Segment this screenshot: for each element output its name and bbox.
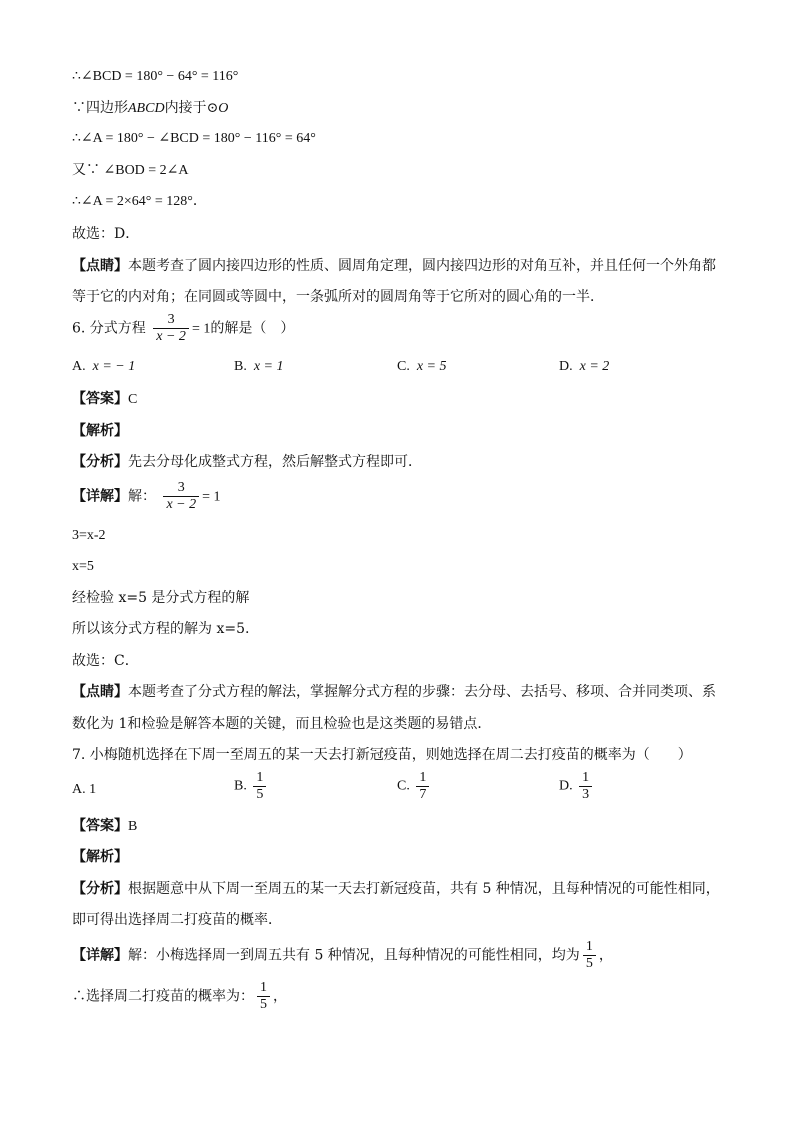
option-b: B. x = 1: [234, 359, 284, 374]
comment-line: 数化为 1和检验是解答本题的关键，而且检验也是这类题的易错点．: [72, 716, 492, 732]
analysis-heading: 【解析】: [72, 423, 128, 439]
detail-line: ∴选择周二打疫苗的概率为： $\frac{1}{5}$ ，: [72, 980, 287, 1012]
fraction: $\frac{3}{x - 2}$: [153, 312, 189, 345]
fraction: $\frac{1}{7}$: [416, 770, 429, 803]
option-c: C. $\frac{1}{7}$: [397, 770, 432, 803]
fraction: $\frac{1}{5}$: [257, 980, 270, 1013]
fraction: $\frac{3}{x - 2}$: [163, 480, 199, 513]
detail-line: 【详解】解： $\frac{3}{x - 2}$ = 1: [72, 480, 221, 512]
fraction: $\frac{1}{5}$: [583, 939, 596, 972]
solution-line: 故选：D．: [72, 226, 140, 242]
answer-line: 【答案】B: [72, 818, 138, 834]
option-d: D. $\frac{1}{3}$: [559, 770, 595, 803]
option-b: B. $\frac{1}{5}$: [234, 770, 269, 803]
step-line: 所以该分式方程的解为 x=5.: [72, 621, 250, 637]
step-line: 故选：C．: [72, 653, 139, 669]
option-a: A. 1: [72, 782, 97, 797]
option-a: A. x = − 1: [72, 359, 136, 374]
comment-tag: 【点睛】: [72, 684, 128, 700]
step-line: x=5: [72, 559, 94, 574]
fraction: $\frac{1}{3}$: [579, 770, 592, 803]
question-7-stem: 7. 小梅随机选择在下周一至周五的某一天去打新冠疫苗，则她选择在周二去打疫苗的概率为（ ）: [72, 747, 692, 763]
comment-line: 【点睛】本题考查了圆内接四边形的性质、圆周角定理，圆内接四边形的对角互补，并且任何一个外角都: [72, 258, 716, 274]
answer-tag: 【答案】: [72, 818, 128, 834]
analysis-heading: 【解析】: [72, 849, 128, 865]
step-line: 经检验 x=5 是分式方程的解: [72, 590, 250, 606]
analysis-line: 【分析】根据题意中从下周一至周五的某一天去打新冠疫苗，共有 5 种情况，且每种情况的可能性相同，: [72, 881, 720, 897]
option-c: C. x = 5: [397, 359, 447, 374]
comment-tag: 【点睛】: [72, 258, 128, 274]
solution-line: ∵四边形ABCD内接于⊙O: [72, 100, 229, 116]
solution-line: ∴∠A = 2×64° = 128°．: [72, 194, 207, 209]
option-d: D. x = 2: [559, 359, 610, 374]
comment-line: 【点睛】本题考查了分式方程的解法，掌握解分式方程的步骤：去分母、去括号、移项、合并同类项、系: [72, 684, 716, 700]
analysis-line: 即可得出选择周二打疫苗的概率．: [72, 912, 282, 928]
solution-line: ∴∠BCD = 180° − 64° = 116°: [72, 69, 239, 84]
solution-line: ∴∠A = 180° − ∠BCD = 180° − 116° = 64°: [72, 131, 316, 146]
step-line: 3=x-2: [72, 528, 106, 543]
comment-line: 等于它的内对角；在同圆或等圆中，一条弧所对的圆周角等于它所对的圆心角的一半．: [72, 289, 604, 305]
analysis-line: 【分析】先去分母化成整式方程，然后解整式方程即可．: [72, 454, 422, 470]
fraction: $\frac{1}{5}$: [253, 770, 266, 803]
solution-line: 又∵ ∠BOD = 2∠A: [72, 163, 189, 178]
answer-line: 【答案】C: [72, 391, 138, 407]
answer-tag: 【答案】: [72, 391, 128, 407]
detail-line: 【详解】解：小梅选择周一到周五共有 5 种情况，且每种情况的可能性相同，均为 $\frac{1}{5}$ ，: [72, 939, 613, 971]
question-6-stem: 6. 分式方程 $\frac{3}{x - 2}$ = 1的解是（ ）: [72, 312, 295, 344]
